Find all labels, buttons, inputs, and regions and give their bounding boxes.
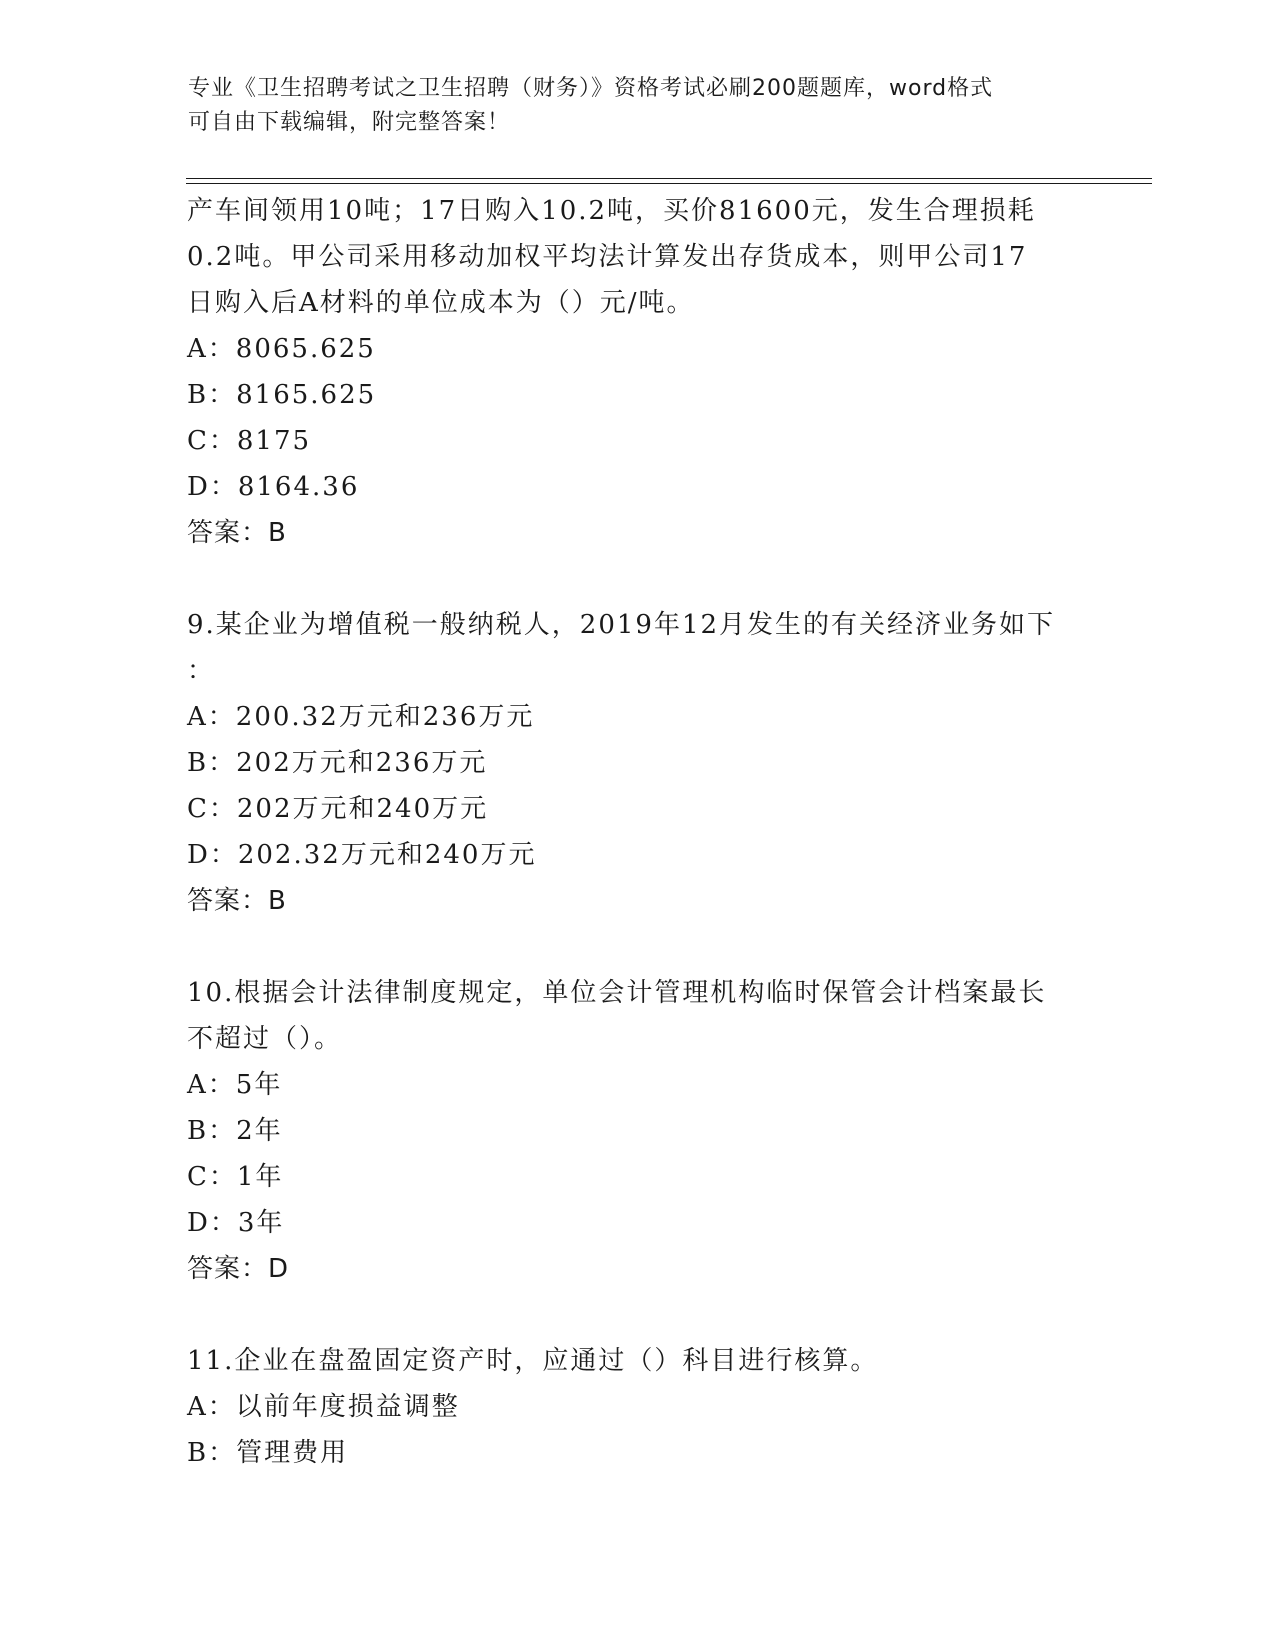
question-10-option-a: A：5年 — [187, 1070, 283, 1100]
question-10 — [187, 970, 1087, 1292]
header-divider-top — [186, 178, 1152, 179]
question-8-answer: 答案：B — [187, 518, 287, 548]
question-9-answer: 答案：B — [187, 886, 287, 916]
question-9-option-c: C：202万元和240万元 — [187, 794, 489, 824]
question-10-text-line-1: 10.根据会计法律制度规定，单位会计管理机构临时保管会计档案最长 — [187, 978, 1047, 1008]
question-8-option-b: B：8165.625 — [187, 380, 377, 410]
question-10-option-c: C：1年 — [187, 1162, 284, 1192]
question-8 — [187, 188, 1087, 556]
question-8-text-line-1: 产车间领用10吨；17日购入10.2吨，买价81600元，发生合理损耗 — [187, 196, 1036, 226]
question-9-text-line-2: ： — [187, 656, 216, 686]
question-11-option-b: B：管理费用 — [187, 1438, 349, 1468]
question-11 — [187, 1338, 1087, 1476]
question-10-option-d: D：3年 — [187, 1208, 285, 1238]
question-10-answer: 答案：D — [187, 1254, 290, 1284]
document-header — [188, 72, 1088, 140]
spacer — [187, 556, 1087, 602]
question-9-option-a: A：200.32万元和236万元 — [187, 702, 535, 732]
question-11-text-line-1: 11.企业在盘盈固定资产时，应通过（）科目进行核算。 — [187, 1346, 879, 1376]
question-10-text-line-2: 不超过（）。 — [187, 1024, 343, 1054]
header-divider-bottom — [186, 183, 1152, 184]
question-11-option-a: A：以前年度损益调整 — [187, 1392, 460, 1422]
question-8-text-line-3: 日购入后A材料的单位成本为（）元/吨。 — [187, 288, 695, 318]
question-8-text-line-2: 0.2吨。甲公司采用移动加权平均法计算发出存货成本，则甲公司17 — [187, 242, 1028, 272]
question-9-text-line-1: 9.某企业为增值税一般纳税人，2019年12月发生的有关经济业务如下 — [187, 610, 1056, 640]
question-8-option-c: C：8175 — [187, 426, 312, 456]
spacer — [187, 1292, 1087, 1338]
question-9-option-d: D：202.32万元和240万元 — [187, 840, 537, 870]
question-8-option-d: D：8164.36 — [187, 472, 360, 502]
header-line-2: 可自由下载编辑，附完整答案！ — [188, 110, 511, 135]
question-10-option-b: B：2年 — [187, 1116, 283, 1146]
question-8-option-a: A：8065.625 — [187, 334, 376, 364]
question-9-option-b: B：202万元和236万元 — [187, 748, 488, 778]
header-line-1: 专业《卫生招聘考试之卫生招聘（财务）》资格考试必刷200题题库，word格式 — [188, 76, 994, 101]
spacer — [187, 924, 1087, 970]
question-9 — [187, 602, 1087, 924]
question-content — [187, 188, 1087, 1476]
